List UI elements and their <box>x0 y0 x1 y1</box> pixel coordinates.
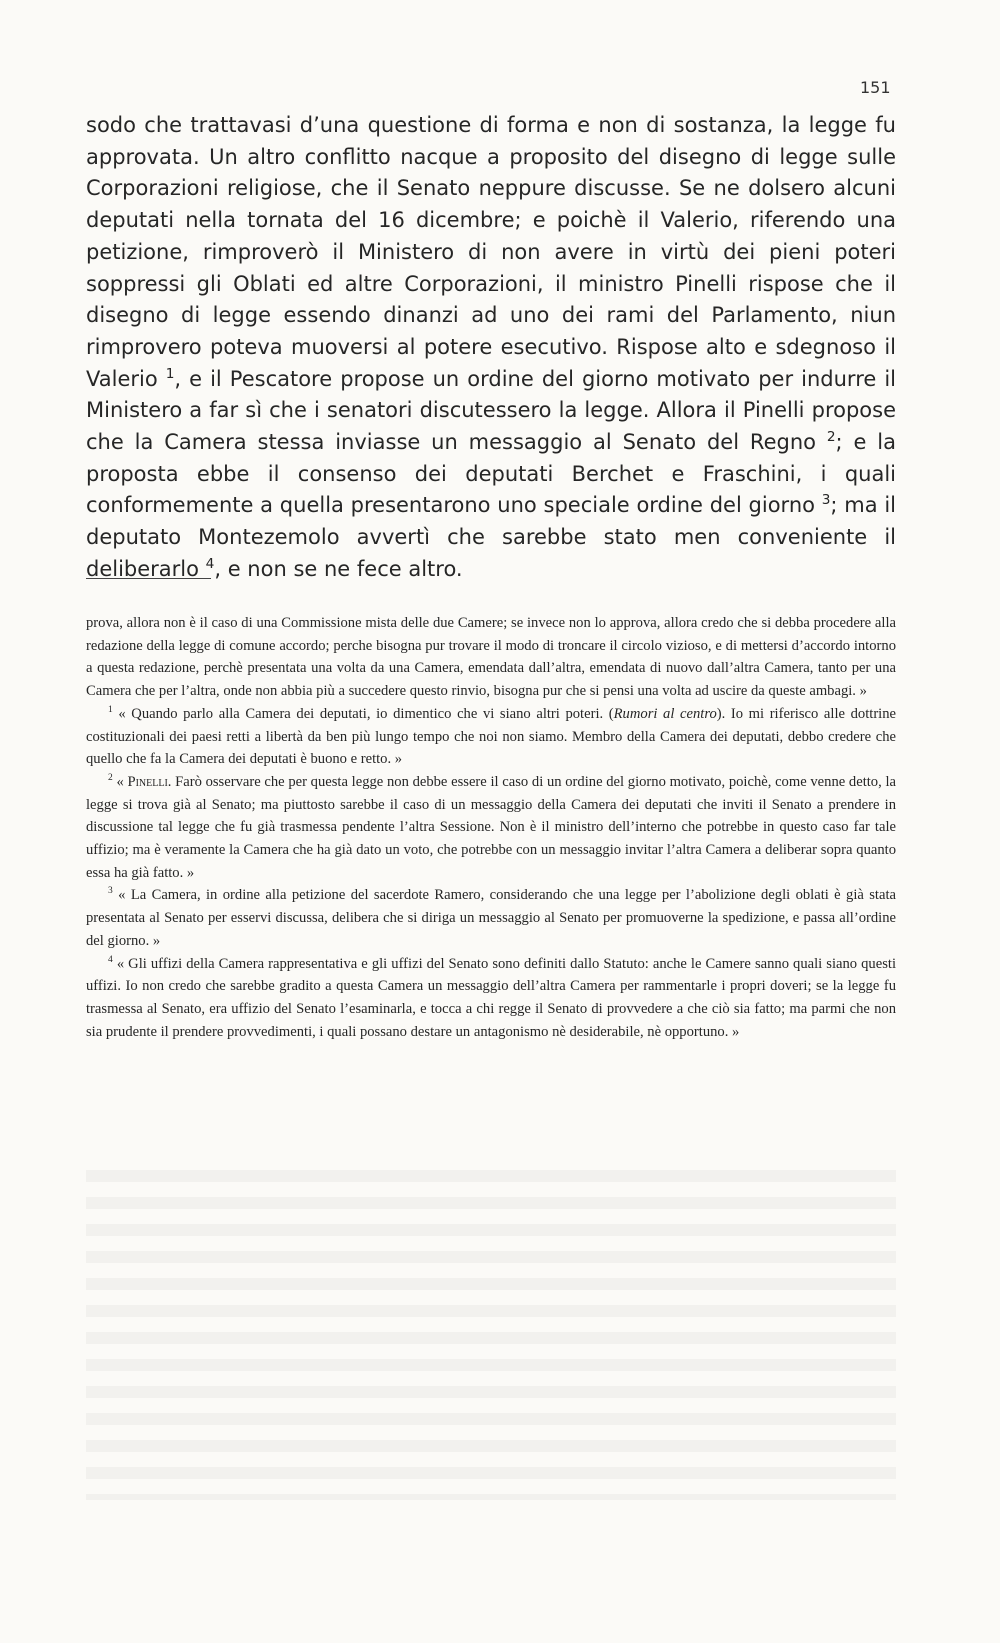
footnote-ref-3: 3 <box>821 492 831 509</box>
footnote-number: 3 <box>108 886 113 897</box>
page-number: 151 <box>860 78 891 97</box>
footnote-number: 1 <box>108 704 113 715</box>
footnote-text: « La Camera, in ordine alla petizione del sacerdote Ramero, considerando che una legge per l’abolizione degli oblati è già stata presentata al Senato per esservi discussa, delibera che si diriga un messaggio al Senato per promuoverne la spedizione, e passa all’ordine del giorno. » <box>86 887 896 949</box>
body-text-segment: , e il Pescatore propose un ordine del giorno motivato per indurre il Ministero a far sì che i senatori discutessero la legge. Allora il Pinelli propose che la Camera stessa inviasse un messaggio al Senato del Regno <box>86 366 896 455</box>
footnote-text: « <box>116 773 128 790</box>
body-text-segment: ; e la proposta ebbe il consenso dei deputati Berchet e Fraschini, i quali conformemente a quella presentarono uno speciale ordine del giorno <box>86 430 896 518</box>
footnotes <box>86 612 896 1043</box>
footnote-text: « Quando parlo alla Camera dei deputati, io dimentico che vi siano altri poteri. ( <box>118 705 614 722</box>
footnote-3 <box>86 884 896 952</box>
footnote-speaker: Pinelli <box>127 773 168 790</box>
body-text <box>86 110 896 586</box>
body-text-segment: sodo che trattavasi d’una questione di forma e non di sostanza, la legge fu approvata. Un altro conflitto nacque a proposito del disegno di legge sulle Corporazioni religiose, che il Senato neppure discusse. Se ne dolsero alcuni deputati nella tornata del 16 dicembre; e poichè il Valerio, riferendo una petizione, rimproverò il Ministero di non avere in virtù dei pieni poteri soppressi gli Oblati ed altre Corporazioni, il ministro Pinelli rispose che il disegno di legge essendo dinanzi ad uno dei rami del Parlamento, niun rimprovero poteva muoversi al potere esecutivo. Rispose alto e sdegnoso il Valerio <box>86 113 896 391</box>
footnote-text: . Farò osservare che per questa legge non debbe essere il caso di un ordine del giorno motivato, poichè, come venne detto, la legge si trova già al Senato; ma piuttosto sarebbe il caso di un messaggio della Camera dei deputati che inviti il Senato a prendere in discussione tal legge che fu già trasmessa pendente l’altra Sessione. Non è il ministro dell’interno che potrebbe in questo caso far tale uffizio; ma è veramente la Camera che ha già dato un voto, che potrebbe con un messaggio invitar l’altra Camera a deliberar sopra quanto essa ha già fatto. » <box>86 773 896 881</box>
body-text-segment: ; ma il deputato Montezemolo avvertì che sarebbe stato men conveniente il deliberarlo <box>86 493 896 581</box>
body-text-segment: , e non se ne fece altro. <box>214 556 463 581</box>
footnote-text: « Gli uffizi della Camera rappresentativa e gli uffizi del Senato sono definiti dallo Statuto: anche le Camere sanno quali siano questi uffizi. Io non credo che sarebbe gradito a questa Camera un messaggio dell’altra Camera per rammentarle i propri doveri; se la legge fu trasmessa al Senato, era uffizio del Senato l’esaminarla, e tocca a chi regge il Senato di provvedere a che ciò sia fatto; ma parmi che non sia prudente il prendere provvedimenti, i quali possano destare un antagonismo nè desiderabile, nè opportuno. » <box>86 955 896 1040</box>
footnote-text: ). Io mi riferisco alle dottrine costituzionali dei paesi retti a libertà da ben più lungo tempo che noi non siamo. Membro della Camera dei deputati, debbo credere che quello che fa la Camera dei deputati è buono e retto. » <box>86 705 897 768</box>
footnote-separator <box>86 578 211 579</box>
footnote-emphasis: Rumori al centro <box>613 705 717 722</box>
show-through-bleed <box>86 1170 896 1500</box>
footnote-1 <box>86 703 896 771</box>
footnote-continuation: prova, allora non è il caso di una Commissione mista delle due Camere; se invece non lo approva, allora credo che si debba procedere alla redazione della legge di comune accordo; perche bisogna pur trovare il modo di troncare il circolo vizioso, e di mettersi d’accordo intorno a questa redazione, perchè presentata una volta da una Camera, emendata dall’altra, emendata di nuovo dall’altra Camera, tanto per una Camera che per l’altra, onde non abbia più a succedere questo rinvio, bisogna pur che si pensi una volta ad uscire da queste ambagi. » <box>86 615 896 700</box>
footnote-ref-4: 4 <box>205 555 215 572</box>
footnote-number: 4 <box>108 954 113 965</box>
footnote-ref-1: 1 <box>165 365 175 382</box>
footnote-2 <box>86 771 896 885</box>
footnote-4 <box>86 953 896 1044</box>
footnote-ref-2: 2 <box>826 429 836 446</box>
body-paragraph <box>86 110 896 586</box>
footnote-number: 2 <box>108 773 113 784</box>
